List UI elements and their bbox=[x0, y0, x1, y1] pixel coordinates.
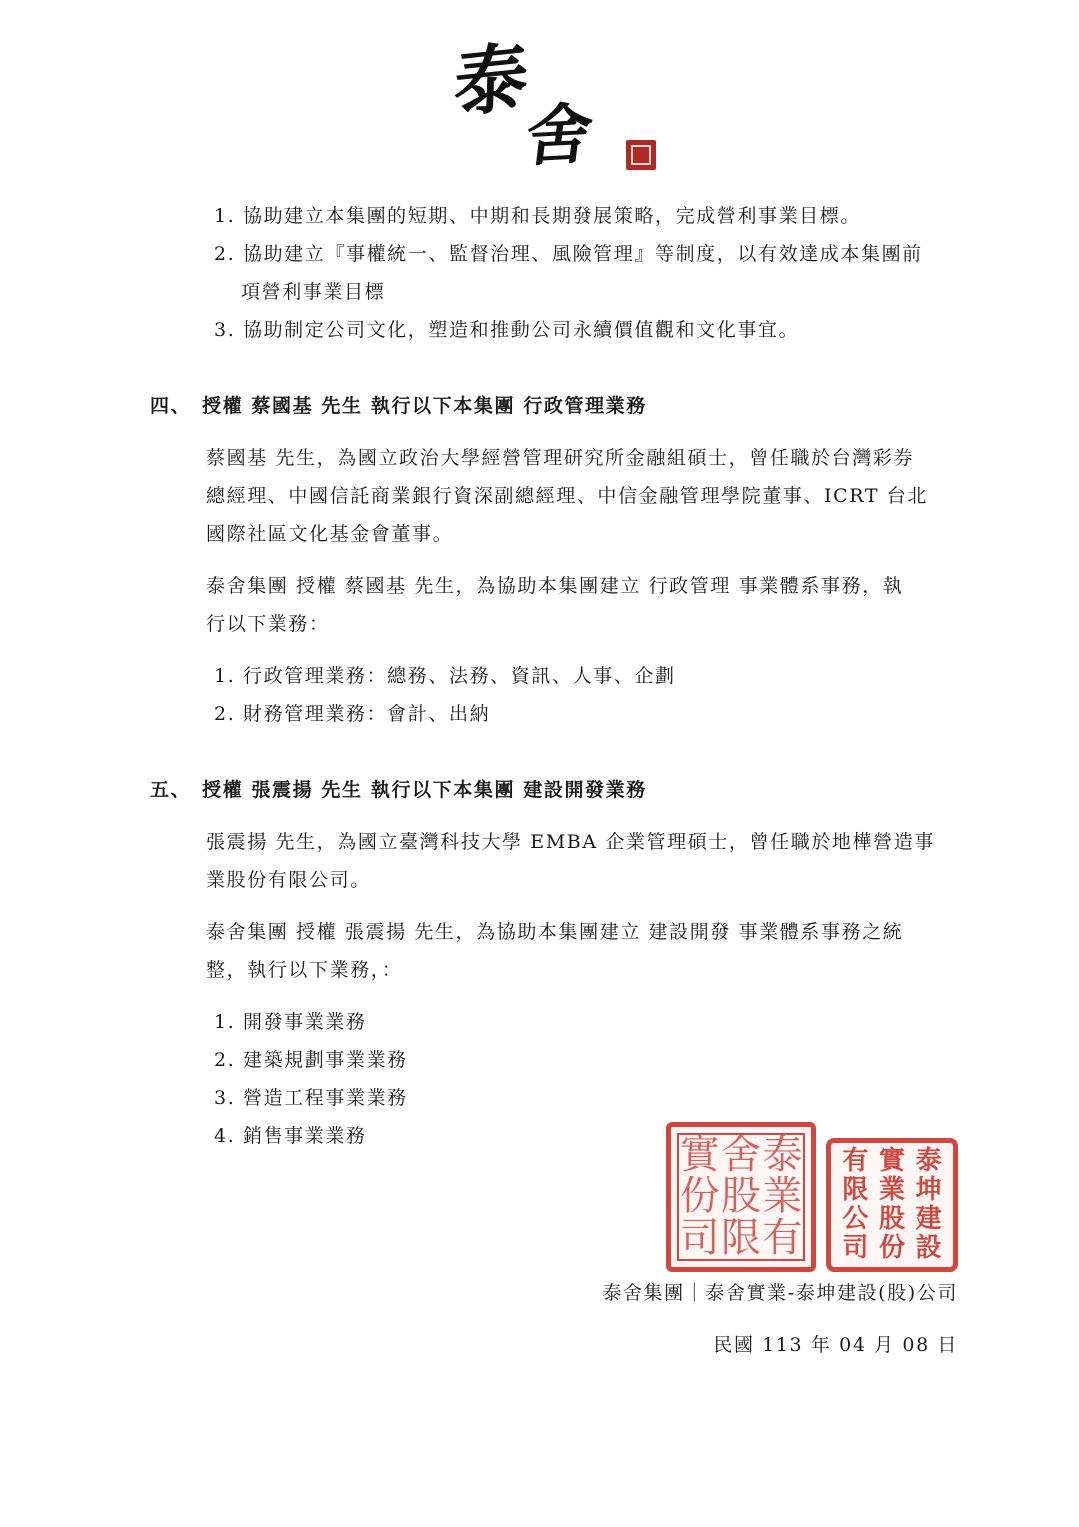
logo-char-1: 泰 bbox=[452, 33, 530, 129]
section-4-title: 授權 蔡國基 先生 執行以下本集團 行政管理業務 bbox=[202, 395, 647, 417]
section-5-heading bbox=[150, 777, 647, 803]
company-seal-large-grid bbox=[677, 1133, 805, 1261]
section-4-item-1: 1. 行政管理業務：總務、法務、資訊、人事、企劃 bbox=[214, 665, 676, 687]
intro-item-3: 3. 協助制定公司文化，塑造和推動公司永續價值觀和文化事宜。 bbox=[214, 319, 800, 341]
seal-glyph: 業 bbox=[762, 1176, 803, 1218]
section-5-item-1: 1. 開發事業業務 bbox=[214, 1011, 367, 1033]
seal-glyph: 份 bbox=[879, 1233, 906, 1263]
section-5-title: 授權 張震揚 先生 執行以下本集團 建設開發業務 bbox=[202, 779, 647, 801]
seal-glyph: 設 bbox=[915, 1233, 942, 1263]
seal-glyph: 業 bbox=[879, 1175, 906, 1205]
seal-glyph: 股 bbox=[879, 1204, 906, 1234]
section-4-bio-line-3: 國際社區文化基金會董事。 bbox=[206, 523, 454, 545]
section-5-number: 五、 bbox=[150, 779, 192, 801]
company-seal-small-grid bbox=[837, 1147, 947, 1263]
seal-glyph: 泰 bbox=[762, 1135, 803, 1177]
section-5-item-3: 3. 營造工程事業業務 bbox=[214, 1087, 408, 1109]
seal-glyph: 有 bbox=[762, 1217, 803, 1259]
section-5-bio-line-2: 業股份有限公司。 bbox=[206, 869, 371, 891]
section-4-bio-line-1: 蔡國基 先生，為國立政治大學經營管理研究所金融組碩士，曾任職於台灣彩券 bbox=[206, 447, 915, 469]
section-4-auth-line-1: 泰舍集團 授權 蔡國基 先生，為協助本集團建立 行政管理 事業體系事務，執 bbox=[206, 575, 904, 597]
intro-item-2: 2. 協助建立『事權統一、監督治理、風險管理』等制度，以有效達成本集團前 bbox=[214, 243, 923, 265]
logo-char-2: 舍 bbox=[521, 93, 597, 177]
section-4-heading bbox=[150, 393, 647, 419]
seal-glyph: 份 bbox=[679, 1176, 720, 1218]
section-5-bio-line-1: 張震揚 先生，為國立臺灣科技大學 EMBA 企業管理碩士，曾任職於地樺營造事 bbox=[206, 831, 935, 853]
seal-glyph: 股 bbox=[720, 1176, 761, 1218]
seal-glyph: 實 bbox=[679, 1135, 720, 1177]
section-4-item-2: 2. 財務管理業務：會計、出納 bbox=[214, 703, 491, 725]
intro-item-1: 1. 協助建立本集團的短期、中期和長期發展策略，完成營利事業目標。 bbox=[214, 205, 861, 227]
brand-logo bbox=[440, 33, 680, 190]
footer-date: 民國 113 年 04 月 08 日 bbox=[713, 1334, 958, 1356]
intro-item-2-continued: 項營利事業目標 bbox=[241, 281, 386, 303]
company-seal-large bbox=[666, 1122, 816, 1272]
company-seal-small bbox=[826, 1138, 958, 1272]
logo-seal-stamp bbox=[626, 140, 656, 170]
seal-glyph: 舍 bbox=[720, 1135, 761, 1177]
seal-glyph: 司 bbox=[679, 1217, 720, 1259]
seal-glyph: 公 bbox=[842, 1204, 869, 1234]
seal-glyph: 實 bbox=[879, 1146, 906, 1176]
seal-glyph: 泰 bbox=[915, 1146, 942, 1176]
section-5-auth-line-2: 整，執行以下業務，： bbox=[206, 959, 403, 981]
seal-glyph: 坤 bbox=[915, 1175, 942, 1205]
section-5-auth-line-1: 泰舍集團 授權 張震揚 先生，為協助本集團建立 建設開發 事業體系事務之統 bbox=[206, 921, 904, 943]
seal-glyph: 限 bbox=[842, 1175, 869, 1205]
seal-glyph: 建 bbox=[915, 1204, 942, 1234]
logo-calligraphy bbox=[440, 33, 640, 180]
section-4-number: 四、 bbox=[150, 395, 192, 417]
section-4-bio-line-2: 總經理、中國信託商業銀行資深副總經理、中信金融管理學院董事、ICRT 台北 bbox=[206, 485, 928, 507]
section-4-auth-line-2: 行以下業務： bbox=[206, 613, 330, 635]
footer-company: 泰舍集團｜泰舍實業-泰坤建設(股)公司 bbox=[602, 1282, 958, 1304]
seal-glyph: 有 bbox=[842, 1146, 869, 1176]
section-5-item-4: 4. 銷售事業業務 bbox=[214, 1125, 367, 1147]
section-5-item-2: 2. 建築規劃事業業務 bbox=[214, 1049, 408, 1071]
seal-glyph: 限 bbox=[720, 1217, 761, 1259]
seal-glyph: 司 bbox=[842, 1233, 869, 1263]
